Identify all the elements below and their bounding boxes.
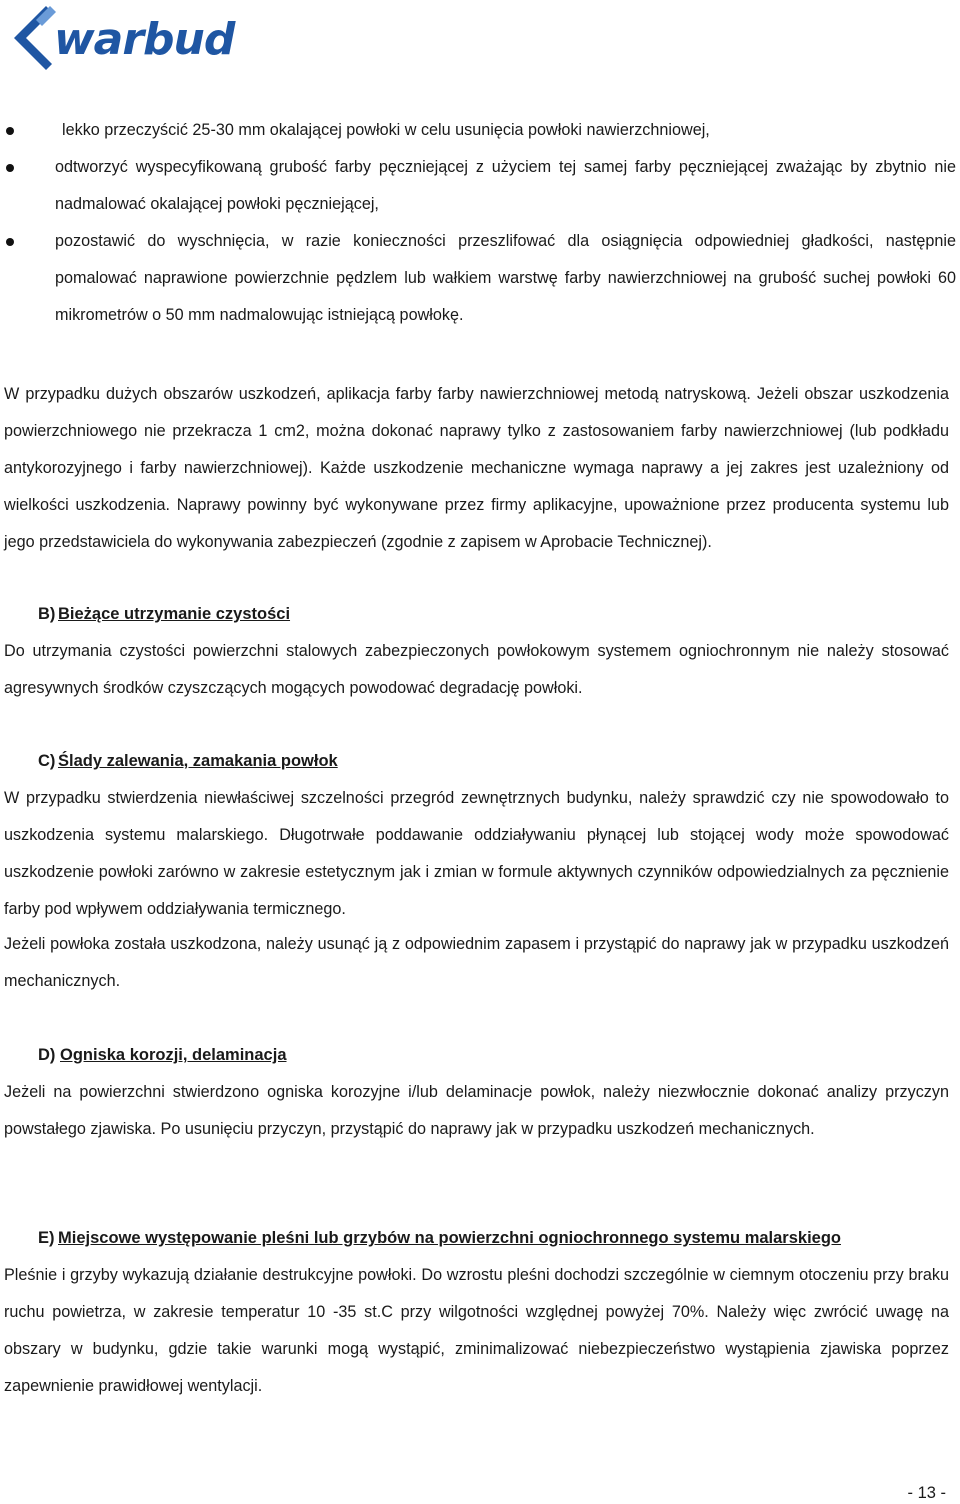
section-letter: B) bbox=[38, 605, 56, 623]
section-d-heading bbox=[38, 1045, 287, 1065]
bullet-icon bbox=[6, 238, 14, 246]
list-item-text: lekko przeczyścić 25-30 mm okalającej powłoki w celu usunięcia powłoki nawierzchniowej, bbox=[62, 121, 710, 139]
section-title: Miejscowe występowanie pleśni lub grzybów na powierzchni ogniochronnego systemu malarskiego bbox=[58, 1229, 841, 1247]
section-e-heading bbox=[38, 1228, 841, 1248]
list-item-text: odtworzyć wyspecyfikowaną grubość farby pęczniejącej z użyciem tej samej farby pęczniejącej zważając by zbytnio nie nadmalować okalającej powłoki pęczniejącej, bbox=[55, 158, 956, 213]
page-number: - 13 - bbox=[907, 1484, 946, 1502]
section-c-heading bbox=[38, 751, 338, 771]
bullet-icon bbox=[6, 127, 14, 135]
section-c-paragraph-1: W przypadku stwierdzenia niewłaściwej szczelności przegród zewnętrznych budynku, należy sprawdzić czy nie spowodowało to uszkodzenia systemu malarskiego. Długotrwałe poddawanie oddziaływaniu płynącej lub stojącej wody może spowodować uszkodzenie powłoki zarówno w zakresie estetycznym jak i zmian w formule aktywnych czynników odpowiedzialnych za pęcznienie farby pod wpływem oddziaływania termicznego. bbox=[4, 789, 949, 918]
section-letter: E) bbox=[38, 1229, 55, 1247]
warbud-logo bbox=[6, 0, 246, 78]
list-item bbox=[0, 223, 960, 334]
section-d-paragraph: Jeżeli na powierzchni stwierdzono ogniska korozyjne i/lub delaminacje powłok, należy niezwłocznie dokonać analizy przyczyn powstałego zjawiska. Po usunięciu przyczyn, przystąpić do naprawy jak w przypadku uszkodzeń mechanicznych. bbox=[4, 1083, 949, 1138]
section-e-paragraph: Pleśnie i grzyby wykazują działanie destrukcyjne powłoki. Do wzrostu pleśni dochodzi szczególnie w ciemnym otoczeniu przy braku ruchu powietrza, w zakresie temperatur 10 -35 st.C przy wilgotności względnej powyżej 70%. Należy więc zwrócić uwagę na obszary w budynku, gdzie takie warunki mogą wystąpić, zminimalizować niebezpieczeństwo wystąpienia zjawiska poprzez zapewnienie prawidłowej wentylacji. bbox=[4, 1266, 949, 1395]
section-title: Bieżące utrzymanie czystości bbox=[58, 605, 291, 623]
section-letter: C) bbox=[38, 752, 56, 770]
section-b-paragraph: Do utrzymania czystości powierzchni stalowych zabezpieczonych powłokowym systemem ogniochronnym nie należy stosować agresywnych środków czyszczących mogących powodować degradację powłoki. bbox=[4, 642, 949, 697]
section-c-paragraph-2: Jeżeli powłoka została uszkodzona, należy usunąć ją z odpowiednim zapasem i przystąpić do naprawy jak w przypadku uszkodzeń mechanicznych. bbox=[4, 935, 949, 990]
bullet-list bbox=[0, 112, 960, 334]
section-title: Ogniska korozji, delaminacja bbox=[60, 1046, 287, 1064]
intro-paragraph: W przypadku dużych obszarów uszkodzeń, aplikacja farby farby nawierzchniowej metodą natryskową. Jeżeli obszar uszkodzenia powierzchniowego nie przekracza 1 cm2, można dokonać naprawy tylko z zastosowaniem farby nawierzchniowej (lub podkładu antykorozyjnego i farby nawierzchniowej). Każde uszkodzenie mechaniczne wymaga naprawy a jej zakres jest uzależniony od wielkości uszkodzenia. Naprawy powinny być wykonywane przez firmy aplikacyjne, upoważnione przez producenta systemu lub jego przedstawiciela do wykonywania zabezpieczeń (zgodnie z zapisem w Aprobacie Technicznej). bbox=[4, 385, 949, 551]
section-title: Ślady zalewania, zamakania powłok bbox=[58, 752, 338, 770]
section-letter: D) bbox=[38, 1046, 56, 1064]
logo-text: warbud bbox=[54, 14, 235, 65]
list-item bbox=[0, 149, 960, 223]
section-b-heading bbox=[38, 604, 290, 624]
list-item-text: pozostawić do wyschnięcia, w razie konieczności przeszlifować dla osiągnięcia odpowiedniej gładkości, następnie pomalować naprawione powierzchnie pędzlem lub wałkiem warstwę farby nawierzchniowej na grubość suchej powłoki 60 mikrometrów o 50 mm nadmalowując istniejącą powłokę. bbox=[55, 232, 956, 324]
bullet-icon bbox=[6, 164, 14, 172]
list-item bbox=[0, 112, 960, 149]
